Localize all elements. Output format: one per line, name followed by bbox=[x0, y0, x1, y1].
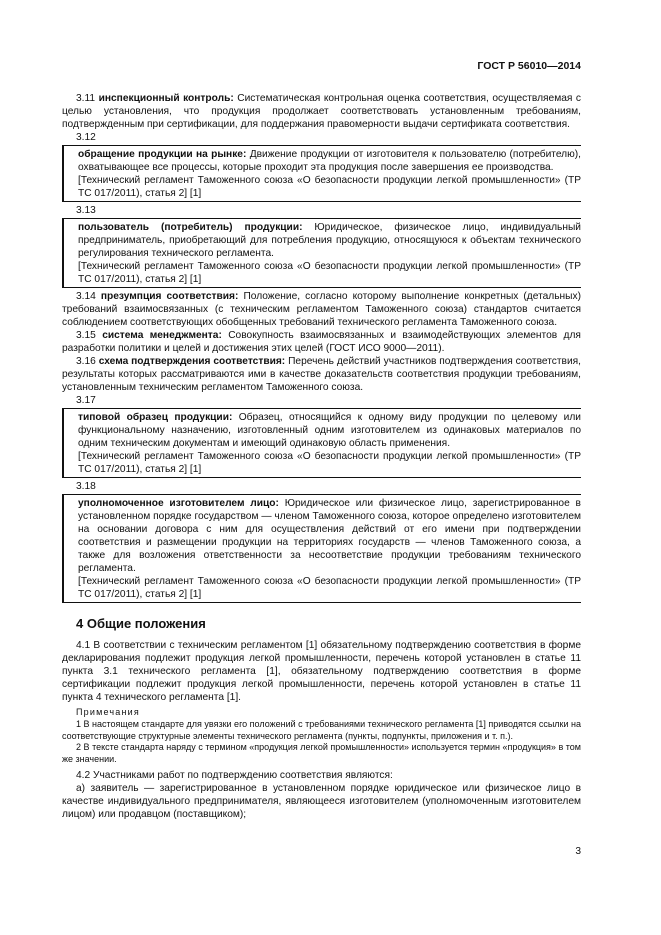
term-3-16 bbox=[62, 355, 581, 394]
term-title: уполномоченное изготовителем лицо: bbox=[78, 498, 279, 509]
term-title: система менеджмента: bbox=[102, 330, 222, 341]
term-number: 3.14 bbox=[76, 291, 96, 302]
term-definition: Систематическая контрольная оценка соответствия, осуществляемая с целью установления, что продукция продолжает соответствовать установленным требованиям, подтвержденным при сертификации, для поддержания правомерности выдачи сертификата соответствия. bbox=[62, 93, 581, 130]
term-number: 3.18 bbox=[76, 481, 96, 492]
term-3-15 bbox=[62, 329, 581, 355]
paragraph-4-1: 4.1 В соответствии с техническим регламентом [1] обязательному подтверждению соответствия в форме декларирования подлежит продукция легкой промышленности, перечень которой установлен в статье 11 пункта 3.1 технического регламента [1], обязательному подтверждению соответствия в форме сертификации подлежит продукция легкой промышленности, перечень которой установлен в статье 11 пункта 4 технического регламента [1]. bbox=[62, 640, 581, 703]
note-2: 2 В тексте стандарта наряду с термином «продукция легкой промышленности» используется термин «продукция» в том же значении. bbox=[62, 742, 581, 764]
term-number: 3.15 bbox=[76, 330, 96, 341]
term-number: 3.13 bbox=[76, 205, 96, 216]
term-title: инспекционный контроль: bbox=[98, 93, 234, 104]
term-definition: Перечень действий участников подтверждения соответствия, результаты которых рассматриваются ими в качестве доказательств соответствия продукции требованиям, установленным техническим регламентом Таможенного союза. bbox=[62, 356, 581, 393]
term-title: презумпция соответствия: bbox=[100, 291, 239, 302]
term-definition: Положение, согласно которому выполнение конкретных (детальных) требований взаимосвязанных (с техническим регламентом Таможенного союза) стандартов считается соблюдением соответствующих обобщенных требований технического регламента Таможенного союза. bbox=[62, 291, 581, 328]
notes-heading: Примечания bbox=[76, 707, 140, 717]
term-definition: Юридическое, физическое лицо, индивидуальный предприниматель, приобретающий для потребления продукцию, относящуюся к объектам технического регулирования технического регламента. bbox=[78, 222, 581, 259]
paragraph-4-2: 4.2 Участниками работ по подтверждению соответствия являются: bbox=[76, 770, 393, 781]
term-title: типовой образец продукции: bbox=[78, 412, 233, 423]
term-number: 3.16 bbox=[76, 356, 96, 367]
standard-header: ГОСТ Р 56010—2014 bbox=[477, 60, 581, 72]
term-3-11 bbox=[62, 92, 581, 131]
term-box-3-17 bbox=[62, 408, 581, 478]
term-box-3-13 bbox=[62, 218, 581, 288]
term-box-3-12 bbox=[62, 145, 581, 202]
term-number: 3.17 bbox=[76, 395, 96, 406]
page-content bbox=[62, 92, 581, 821]
term-source: [Технический регламент Таможенного союза «О безопасности продукции легкой промышленности» (ТР ТС 017/2011), статья 2] [1] bbox=[78, 261, 581, 285]
term-title: обращение продукции на рынке: bbox=[78, 149, 247, 160]
term-title: схема подтверждения соответствия: bbox=[98, 356, 286, 367]
term-3-14 bbox=[62, 290, 581, 329]
term-number: 3.12 bbox=[76, 132, 96, 143]
term-title: пользователь (потребитель) продукции: bbox=[78, 222, 303, 233]
term-source: [Технический регламент Таможенного союза «О безопасности продукции легкой промышленности» (ТР ТС 017/2011), статья 2] [1] bbox=[78, 175, 581, 199]
page-number: 3 bbox=[575, 846, 581, 857]
term-source: [Технический регламент Таможенного союза «О безопасности продукции легкой промышленности» (ТР ТС 017/2011), статья 2] [1] bbox=[78, 576, 581, 600]
term-definition: Образец, относящийся к одному виду продукции по целевому или функциональному назначению, изготовленный одним изготовителем из одинаковых материалов по одним техническим документам и имеющий одинаковую область применения. bbox=[78, 412, 581, 449]
term-definition: Совокупность взаимосвязанных и взаимодействующих элементов для разработки политики и целей и достижения этих целей (ГОСТ ИСО 9000—2011). bbox=[62, 330, 581, 354]
paragraph-4-2-a: а) заявитель — зарегистрированное в установленном порядке юридическое или физическое лицо в качестве индивидуального предпринимателя, являющееся изготовителем (уполномоченным изготовителем лицом) или продавцом (поставщиком); bbox=[62, 783, 581, 820]
term-source: [Технический регламент Таможенного союза «О безопасности продукции легкой промышленности» (ТР ТС 017/2011), статья 2] [1] bbox=[78, 451, 581, 475]
term-box-3-18 bbox=[62, 494, 581, 603]
term-definition: Движение продукции от изготовителя к пользователю (потребителю), охватывающее все процессы, которые проходит эта продукция после завершения ее производства. bbox=[78, 149, 581, 173]
term-number: 3.11 bbox=[76, 93, 96, 104]
note-1: 1 В настоящем стандарте для увязки его положений с требованиями технического регламента [1] приводятся ссылки на соответствующие структурные элементы технического регламента (пункты, подпункты, приложения и т. п.). bbox=[62, 719, 581, 741]
term-definition: Юридическое или физическое лицо, зарегистрированное в установленном порядке государством — членом Таможенного союза, которое определено изготовителем на основании договора с ним для осуществления действий от его имени при подтверждении соответствия и размещении продукции на территориях государств — членов Таможенного союза, а также для возложения ответственности за несоответствие продукции требованиям технического регламента. bbox=[78, 498, 581, 574]
section-heading: 4 Общие положения bbox=[76, 616, 206, 631]
